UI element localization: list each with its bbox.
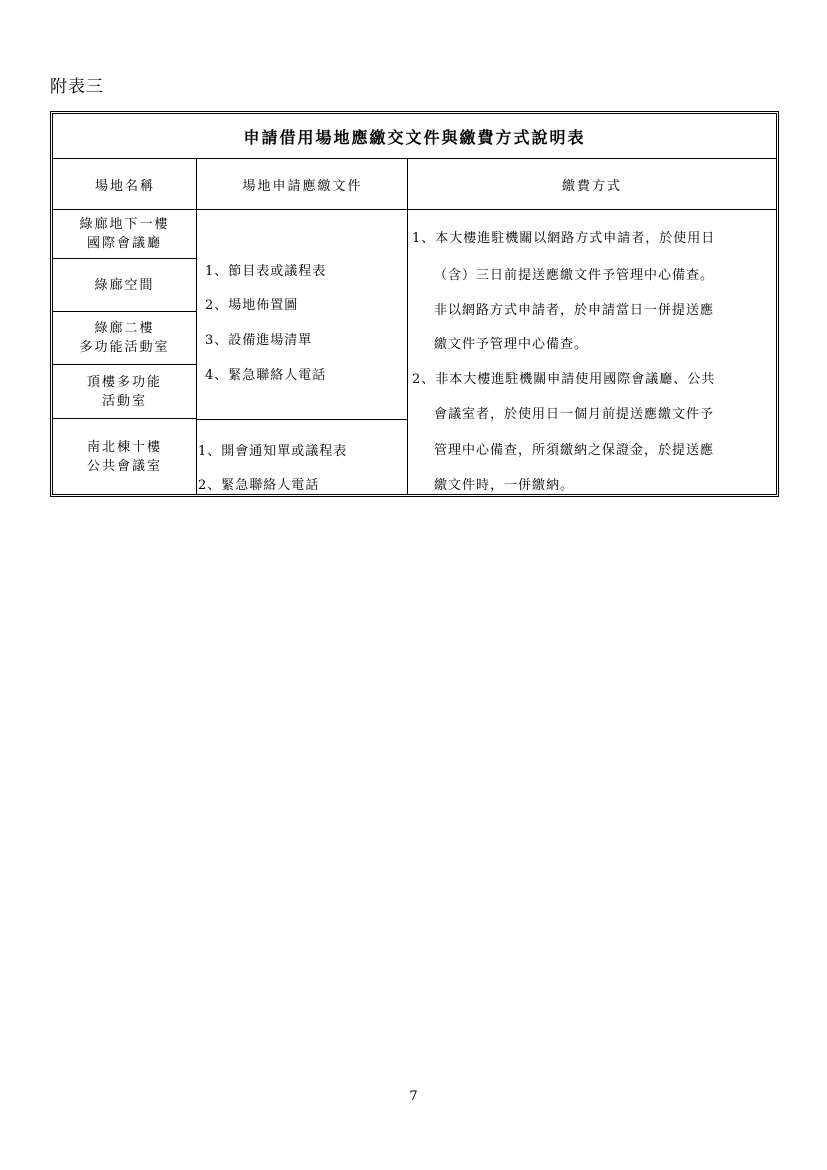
venue-name-line: 公共會議室: [86, 458, 162, 474]
header-required-documents: 場地申請應繳文件: [197, 159, 408, 210]
venue-cell: [53, 419, 196, 494]
documents-cell: [197, 210, 407, 494]
appendix-label: 附表三: [50, 77, 104, 97]
document-item: 4、緊急聯絡人電話: [205, 368, 327, 383]
venue-name-line: 綠廊地下一樓: [79, 217, 170, 232]
payment-line: 會議室者，於使用日一個月前提送應繳文件予: [434, 407, 715, 422]
venue-name-line: 南北棟十樓: [86, 439, 162, 455]
row-divider: [197, 419, 407, 420]
page-number: 7: [409, 1089, 418, 1104]
payment-line: 1、本大樓進駐機關以網路方式申請者，於使用日: [412, 231, 716, 246]
venue-name-line: 多功能活動室: [79, 340, 170, 355]
payment-line: 管理中心備查，所須繳納之保證金，於提送應: [434, 443, 715, 458]
venue-name-line: 活動室: [101, 393, 147, 409]
venue-name-line: 綠廊二樓: [94, 321, 155, 336]
venue-name-line: 頂樓多功能: [86, 374, 162, 390]
document-item: 1、開會通知單或議程表: [198, 444, 348, 459]
venue-cell: [53, 210, 196, 259]
header-payment-method: 繳費方式: [408, 159, 776, 210]
table-title: 申請借用場地應繳交文件與繳費方式說明表: [53, 114, 776, 159]
document-item: 3、設備進場清單: [205, 333, 313, 348]
document-item: 1、節目表或議程表: [205, 264, 327, 279]
venue-name-line: 國際會議廳: [86, 236, 162, 251]
venue-cell: [53, 365, 196, 419]
payment-line: 2、非本大樓進駐機關申請使用國際會議廳、公共: [412, 372, 716, 387]
venue-cell: [53, 312, 196, 365]
venue-cell: [53, 259, 196, 312]
payment-cell: [408, 210, 776, 494]
venue-name-line: 綠廊空間: [94, 277, 155, 293]
payment-line: 繳文件時，一併繳納。: [434, 478, 575, 493]
fee-table: [50, 111, 779, 497]
document-item: 2、場地佈置圖: [205, 298, 299, 313]
payment-line: 繳文件予管理中心備查。: [434, 337, 589, 352]
document-item: 2、緊急聯絡人電話: [198, 478, 320, 493]
header-venue-name: 場地名稱: [53, 159, 197, 210]
payment-line: 非以網路方式申請者，於申請當日一併提送應: [434, 303, 715, 318]
payment-line: （含）三日前提送應繳文件予管理中心備查。: [434, 268, 715, 283]
